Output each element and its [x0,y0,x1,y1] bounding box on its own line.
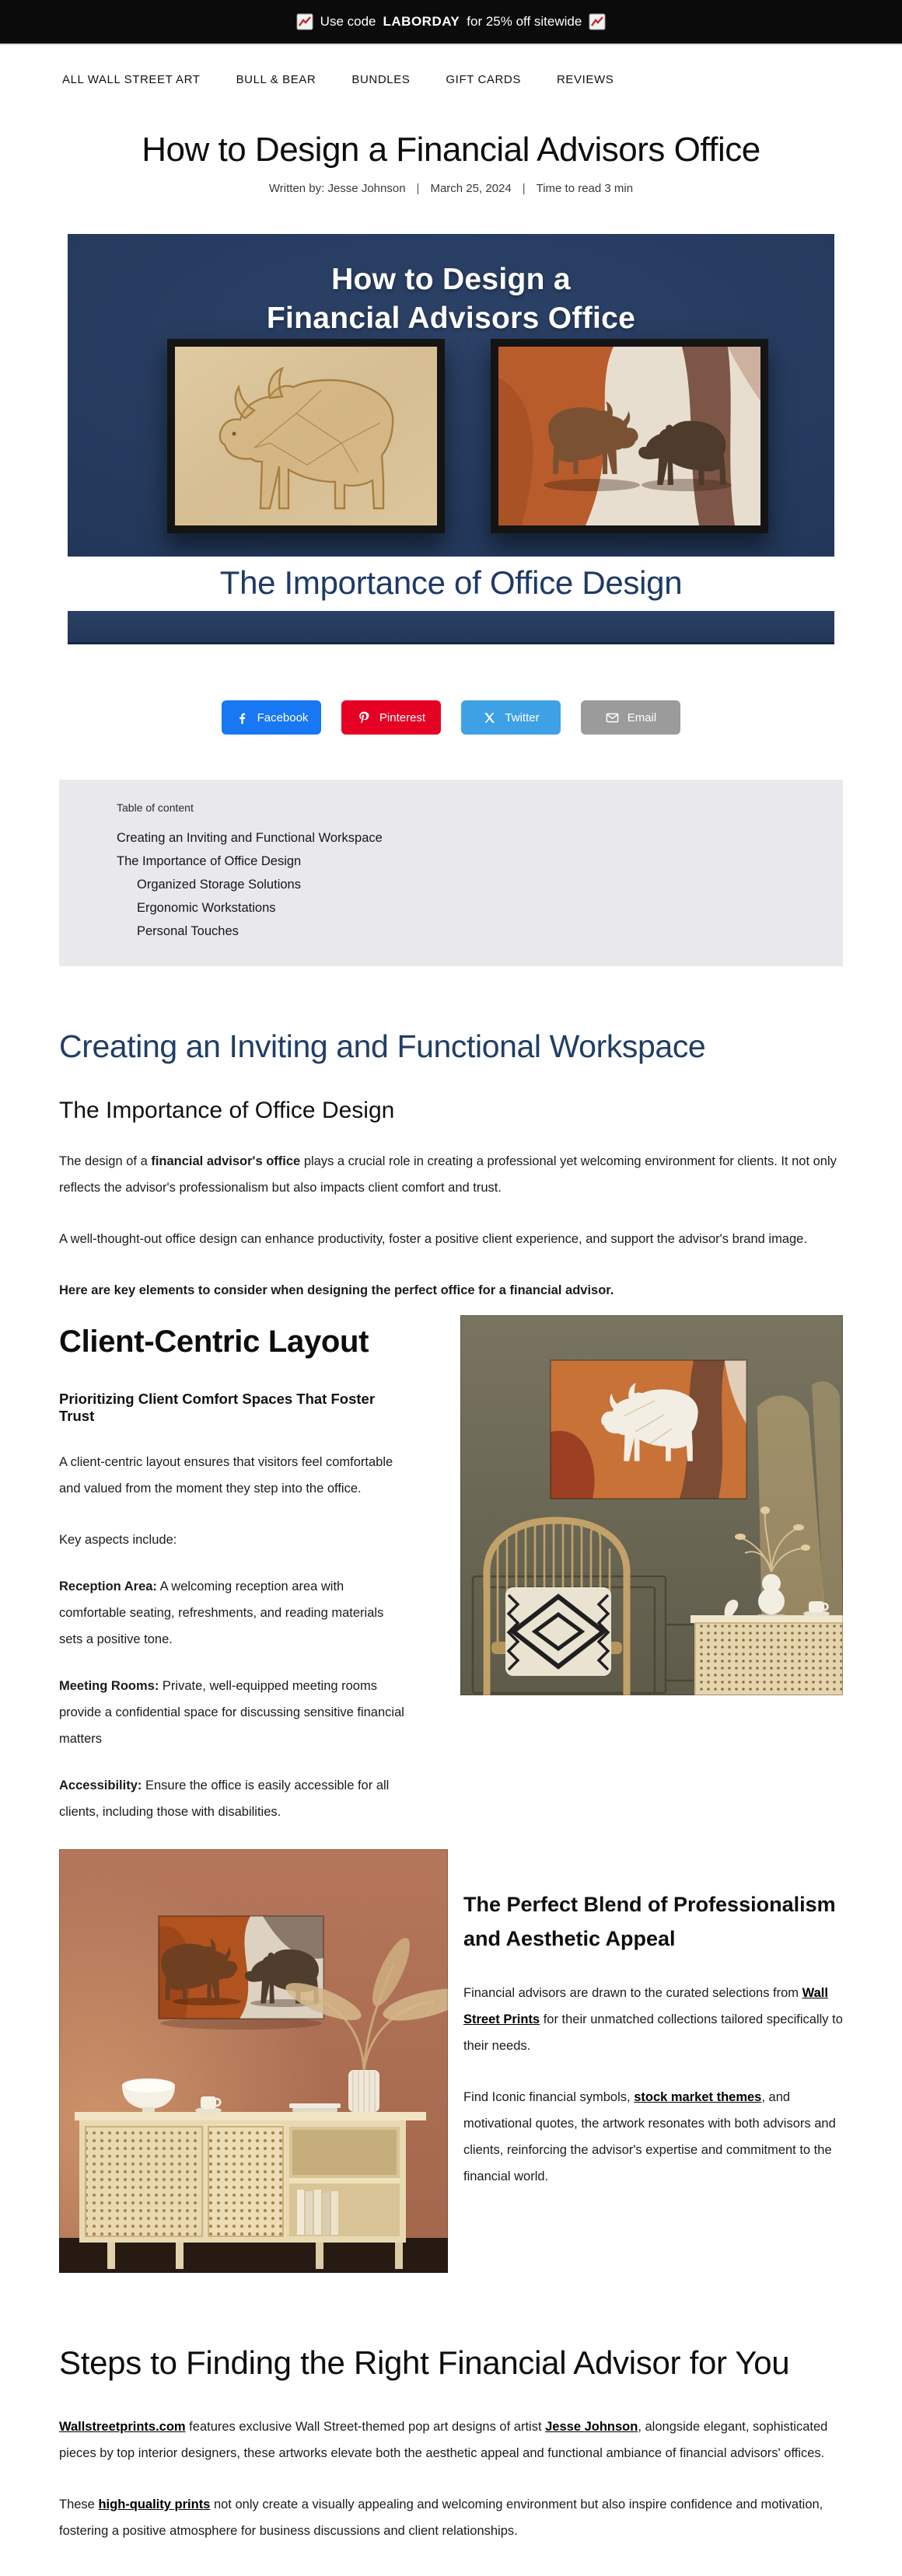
nav-item-reviews[interactable]: REVIEWS [556,72,614,86]
inline-link[interactable]: high-quality prints [98,2497,211,2511]
toc-item[interactable]: Ergonomic Workstations [137,901,276,915]
toc-item[interactable]: Organized Storage Solutions [137,878,301,892]
inline-link[interactable]: Wallstreetprints.com [59,2419,186,2434]
x-twitter-icon [482,710,497,725]
byline [0,182,902,195]
sideboard-bull-bear-canvas-photo [59,1849,448,2273]
text-segment: financial advisor's office [151,1154,301,1168]
toc-item[interactable]: Creating an Inviting and Functional Workspace [117,831,383,845]
byline-separator: | [416,182,420,195]
books [297,2190,338,2235]
hero-title-line2: Financial Advisors Office [266,301,636,335]
golden-bull-line-art [175,347,437,525]
white-bull-canvas [551,1360,746,1499]
framed-art-bull-and-bear [491,339,768,533]
chart-increasing-icon [589,13,606,30]
promo-banner [0,0,902,44]
text-segment: Find Iconic financial symbols, [463,2090,635,2105]
inline-link[interactable]: Wall Street Prints [463,1986,828,2027]
heading-steps-to-finding-advisor: Steps to Finding the Right Financial Advisor for You [59,2344,790,2381]
nav-item-bundles[interactable]: BUNDLES [351,72,411,86]
share-email-button[interactable] [581,700,680,735]
office-wall-white-bull-canvas-photo [460,1315,843,1695]
perfect-blend-text-column [463,1849,843,2273]
paragraph-key-elements: Here are key elements to consider when designing the perfect office for a financial advisor. [59,1283,614,1297]
inline-link[interactable]: Jesse Johnson [545,2419,638,2434]
text-segment: Meeting Rooms: [59,1678,159,1693]
heading-client-centric-layout: Client-Centric Layout [59,1324,369,1359]
byline-date: March 25, 2024 [430,182,512,195]
subsection-heading-importance: The Importance of Office Design [59,1098,395,1123]
text-segment: , alongside elegant, sophisticated pieces by top interior designers, these artworks elevate both the aesthetic appeal and functional ambiance of financial advisors' offices. [59,2419,828,2460]
paragraph: A well-thought-out office design can enhance productivity, foster a positive client experience, and support the advisor's brand image. [59,1231,807,1246]
pinterest-icon [357,710,372,725]
main-nav [0,45,902,113]
hero-image [68,234,834,557]
bull-bear-canvas [159,1916,323,2030]
article-body [59,1028,843,2576]
inline-link[interactable]: stock market themes [634,2090,762,2105]
nav-item-all-wall-street-art[interactable]: ALL WALL STREET ART [62,72,201,86]
text-segment: These [59,2497,99,2511]
section-heading-creating-workspace: Creating an Inviting and Functional Workspace [59,1028,706,1064]
text-segment: Reception Area: [59,1579,157,1593]
share-button-label: Pinterest [379,710,426,724]
hero-caption-title: The Importance of Office Design [219,564,683,601]
toc-item[interactable]: Personal Touches [137,924,239,938]
facebook-f-icon [235,710,250,725]
text-segment: for their unmatched collections tailored specifically to their needs. [463,2012,843,2054]
heading-perfect-blend: The Perfect Blend of Professionalism and Aesthetic Appeal [463,1892,836,1950]
framed-art-golden-bull [167,339,445,533]
byline-separator: | [522,182,526,195]
client-centric-section [59,1315,843,1826]
page-title: How to Design a Financial Advisors Office [142,131,760,169]
bull-and-bear-painting [498,347,760,525]
text-segment: The design of a [59,1154,152,1168]
promo-text-prefix: Use code [320,14,376,29]
nav-item-bull-and-bear[interactable]: BULL & BEAR [236,72,316,86]
text-segment: Accessibility: [59,1778,142,1792]
envelope-icon [605,710,620,725]
share-twitter-button[interactable] [461,700,561,735]
toc-label: Table of content [117,801,194,814]
book-stack [289,2103,341,2112]
share-button-label: Twitter [505,710,540,724]
share-buttons-row [0,700,902,735]
text-segment: plays a crucial role in creating a professional yet welcoming environment for clients. It not only reflects the advisor's professionalism but also impacts client comfort and trust. [59,1154,837,1195]
nav-item-gift-cards[interactable]: GIFT CARDS [446,72,521,86]
text-segment: Private, well-equipped meeting rooms provide a confidential space for discussing sensitive financial matters [59,1678,404,1746]
perfect-blend-section [59,1849,843,2273]
paragraph: A client-centric layout ensures that visitors feel comfortable and valued from the moment they step into the office. [59,1454,393,1496]
aspect-reception-area [59,1574,404,1653]
diamond-pattern-pillow [505,1587,611,1676]
byline-author: Written by: Jesse Johnson [268,182,406,195]
text-segment: Financial advisors are drawn to the curated selections from [463,1986,802,2001]
hero-title [68,260,834,338]
share-facebook-button[interactable] [222,700,321,735]
share-button-label: Email [627,710,657,724]
paragraph: Key aspects include: [59,1532,177,1547]
paragraph [59,1149,843,1202]
byline-read-time: Time to read 3 min [536,182,634,195]
text-segment: not only create a visually appealing and welcoming environment but also inspire confidence and motivation, fostering a positive atmosphere for business discussions and client relationships. [59,2497,823,2538]
promo-text-suffix: for 25% off sitewide [467,14,582,29]
text-segment: A welcoming reception area with comfortable seating, refreshments, and reading materials sets a positive tone. [59,1579,384,1646]
chart-increasing-icon [296,13,313,30]
paragraph [59,2492,843,2545]
paragraph [463,2085,843,2190]
table-of-contents [59,780,843,966]
share-button-label: Facebook [257,710,309,724]
text-segment: features exclusive Wall Street-themed pop art designs of artist [185,2419,546,2434]
aspect-accessibility [59,1773,404,1826]
text-segment: , and motivational quotes, the artwork resonates with both advisors and clients, reinforcing the advisor's expertise and commitment to the financial world. [463,2090,836,2184]
toc-item[interactable]: The Importance of Office Design [117,854,302,868]
paragraph [59,2414,843,2467]
hero-title-line1: How to Design a [331,263,571,296]
navy-divider-bar [68,611,834,644]
promo-code: LABORDAY [383,14,460,29]
share-pinterest-button[interactable] [341,700,441,735]
paragraph [463,1981,843,2060]
text-segment: Ensure the office is easily accessible for all clients, including those with disabilities. [59,1778,390,1819]
client-centric-text-column [59,1315,448,1826]
subhead-prioritizing-comfort: Prioritizing Client Comfort Spaces That Foster Trust [59,1390,376,1424]
aspect-meeting-rooms [59,1674,404,1753]
